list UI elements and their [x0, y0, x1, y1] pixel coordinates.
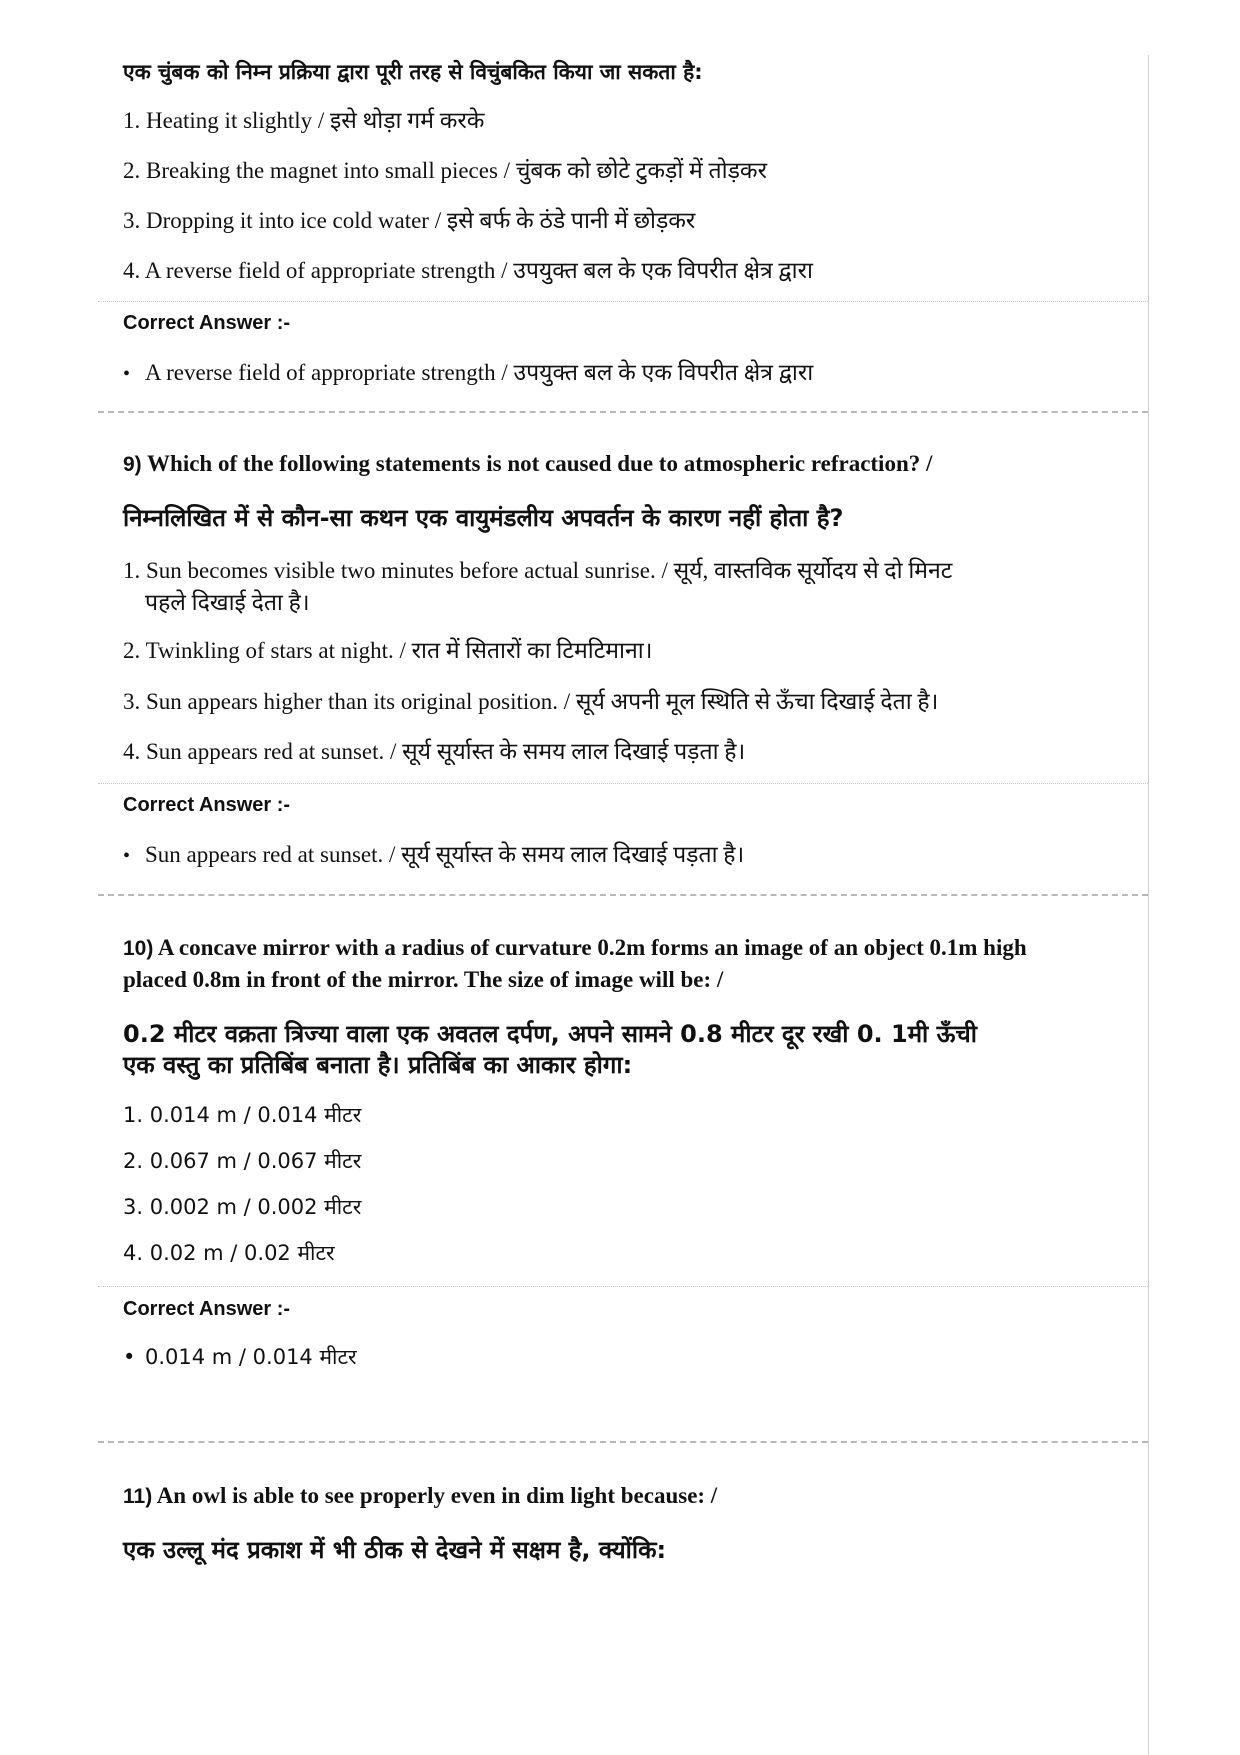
correct-answer-text: A reverse field of appropriate strength / उपयुक्त बल के एक विपरीत क्षेत्र द्वारा: [145, 360, 814, 385]
question-10-hindi-text-line-2: एक वस्तु का प्रतिबिंब बनाता है। प्रतिबिंब का आकार होगा:: [123, 1051, 633, 1079]
question-8-option-4: 4. A reverse field of appropriate strength / उपयुक्त बल के एक विपरीत क्षेत्र द्वारा: [123, 258, 813, 283]
question-9-option-1: 1. Sun becomes visible two minutes before actual sunrise. / सूर्य, वास्तविक सूर्योदय से दो मिनट: [123, 558, 953, 583]
correct-answer: [123, 355, 813, 387]
correct-answer: [123, 837, 744, 869]
question-text: Which of the following statements is not caused due to atmospheric refraction? /: [147, 451, 933, 476]
question-11-english-text: [123, 1483, 717, 1509]
question-8-option-2: 2. Breaking the magnet into small pieces / चुंबक को छोटे टुकड़ों में तोड़कर: [123, 158, 767, 183]
divider: [98, 783, 1148, 784]
exam-page: [98, 55, 1149, 1755]
correct-answer-text: Sun appears red at sunset. / सूर्य सूर्यास्त के समय लाल दिखाई पड़ता है।: [145, 842, 745, 867]
question-9-option-4: 4. Sun appears red at sunset. / सूर्य सूर्यास्त के समय लाल दिखाई पड़ता है।: [123, 739, 746, 764]
question-11-hindi-text: एक उल्लू मंद प्रकाश में भी ठीक से देखने में सक्षम है, क्योंकि:: [123, 1536, 667, 1564]
bullet-icon: •: [123, 1345, 136, 1369]
correct-answer: [123, 1343, 357, 1371]
question-10-option-3: 3. 0.002 m / 0.002 मीटर: [123, 1195, 362, 1219]
question-9-hindi-text: निम्नलिखित में से कौन-सा कथन एक वायुमंडलीय अपवर्तन के कारण नहीं होता है?: [123, 504, 844, 532]
question-number: 10): [123, 937, 154, 960]
question-text: An owl is able to see properly even in dim light because: /: [156, 1483, 718, 1508]
correct-answer-label: Correct Answer :-: [123, 794, 291, 816]
question-9-option-1-continued: पहले दिखाई देता है।: [145, 590, 310, 615]
question-10-hindi-text-line-1: 0.2 मीटर वक्रता त्रिज्या वाला एक अवतल दर्पण, अपने सामने 0.8 मीटर दूर रखी 0. 1मी ऊँची: [123, 1020, 977, 1048]
question-10-option-4: 4. 0.02 m / 0.02 मीटर: [123, 1241, 335, 1265]
question-10-english-text-line-1: [123, 935, 1027, 961]
question-text: A concave mirror with a radius of curvature 0.2m forms an image of an object 0.1m high: [157, 935, 1027, 960]
question-8-option-1: 1. Heating it slightly / इसे थोड़ा गर्म करके: [123, 108, 485, 133]
question-number: 11): [123, 1485, 153, 1508]
question-number: 9): [123, 453, 142, 476]
correct-answer-label: Correct Answer :-: [123, 312, 291, 334]
question-separator: [98, 411, 1148, 413]
question-10-english-text-line-2: placed 0.8m in front of the mirror. The size of image will be: /: [123, 967, 724, 992]
question-10-option-1: 1. 0.014 m / 0.014 मीटर: [123, 1103, 362, 1127]
divider: [98, 301, 1148, 302]
question-separator: [98, 1441, 1148, 1443]
question-8-hindi-text: एक चुंबक को निम्न प्रक्रिया द्वारा पूरी तरह से विचुंबकित किया जा सकता है:: [123, 60, 703, 84]
question-separator: [98, 894, 1148, 896]
question-10-option-2: 2. 0.067 m / 0.067 मीटर: [123, 1149, 362, 1173]
correct-answer-label: Correct Answer :-: [123, 1298, 291, 1320]
correct-answer-text: 0.014 m / 0.014 मीटर: [145, 1345, 357, 1369]
divider: [98, 1286, 1148, 1287]
question-9-option-3: 3. Sun appears higher than its original position. / सूर्य अपनी मूल स्थिति से ऊँचा दिखाई देता है।: [123, 689, 939, 714]
bullet-icon: •: [123, 845, 131, 867]
question-9-option-2: 2. Twinkling of stars at night. / रात में सितारों का टिमटिमाना।: [123, 638, 653, 663]
question-9-english-text: [123, 451, 932, 477]
question-8-option-3: 3. Dropping it into ice cold water / इसे बर्फ के ठंडे पानी में छोड़कर: [123, 208, 696, 233]
bullet-icon: •: [123, 363, 131, 385]
